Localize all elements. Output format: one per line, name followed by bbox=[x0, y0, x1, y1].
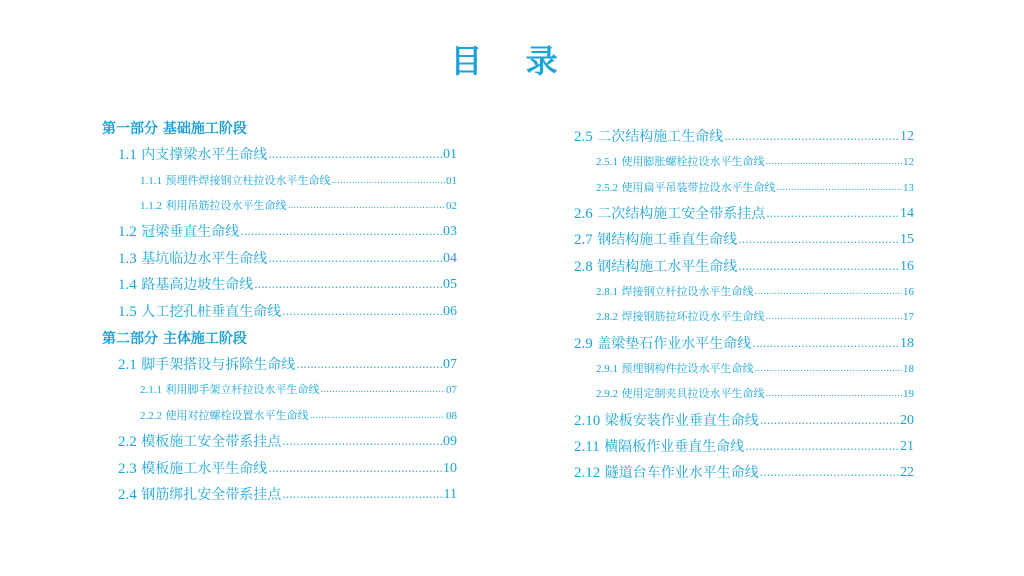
toc-entry-label bbox=[140, 379, 320, 404]
toc-entry-text: 预埋钢构件拉设水平生命线 bbox=[621, 362, 754, 376]
toc-entry-text: 梁板安装作业垂直生命线 bbox=[604, 412, 759, 429]
toc-section-heading[interactable] bbox=[102, 116, 457, 142]
toc-entry-number: 2.5.1 bbox=[596, 156, 618, 169]
toc-page-number: 04 bbox=[443, 250, 457, 266]
toc-entry-text: 二次结构施工生命线 bbox=[597, 129, 724, 145]
toc-entry-text: 脚手架搭设与拆除生命线 bbox=[141, 356, 296, 373]
toc-leader-dots bbox=[755, 357, 903, 382]
toc-entry-text: 第二部分 主体施工阶段 bbox=[102, 330, 247, 347]
toc-entry-number: 1.2 bbox=[118, 224, 137, 241]
toc-page-number: 10 bbox=[443, 460, 457, 476]
toc-leader-dots bbox=[282, 429, 442, 456]
toc-entry[interactable] bbox=[102, 404, 457, 429]
toc-entry[interactable] bbox=[574, 150, 914, 175]
toc-entry-label bbox=[118, 429, 281, 456]
toc-leader-dots bbox=[766, 305, 903, 330]
toc-entry-number: 2.9.1 bbox=[596, 363, 618, 376]
toc-entry-number: 2.7 bbox=[574, 232, 593, 249]
toc-entry-text: 二次结构施工安全带系挂点 bbox=[597, 206, 766, 223]
toc-entry[interactable] bbox=[102, 379, 457, 404]
toc-entry-text: 利用吊筋拉设水平生命线 bbox=[165, 198, 287, 212]
toc-entry-number: 2.2 bbox=[118, 433, 137, 450]
page-title: 目 录 bbox=[450, 42, 574, 80]
toc-entry[interactable] bbox=[102, 219, 457, 246]
toc-page-number: 19 bbox=[903, 388, 914, 401]
toc-entry-label bbox=[118, 219, 239, 246]
toc-entry-text: 钢结构施工垂直生命线 bbox=[597, 232, 738, 249]
toc-entry[interactable] bbox=[574, 434, 914, 460]
toc-leader-dots bbox=[766, 201, 899, 227]
toc-entry-text: 第一部分 基础施工阶段 bbox=[102, 121, 247, 137]
toc-entry-number: 2.9.2 bbox=[596, 388, 618, 401]
toc-page-number: 07 bbox=[443, 356, 457, 372]
toc-entry[interactable] bbox=[102, 429, 457, 456]
toc-page-number: 01 bbox=[443, 146, 457, 162]
toc-leader-dots bbox=[752, 331, 899, 357]
toc-leader-dots bbox=[777, 176, 903, 201]
toc-entry-number: 1.1.2 bbox=[140, 199, 162, 212]
toc-entry-number: 2.12 bbox=[574, 465, 601, 482]
toc-leader-dots bbox=[745, 434, 899, 460]
toc-entry-label bbox=[574, 201, 765, 227]
toc-entry[interactable] bbox=[574, 124, 914, 150]
toc-entry[interactable] bbox=[102, 299, 457, 326]
toc-entry-label bbox=[596, 176, 776, 201]
toc-page-number: 16 bbox=[903, 285, 914, 298]
toc-entry-text: 模板施工水平生命线 bbox=[141, 460, 268, 477]
toc-entry-text: 使用对拉螺栓设置水平生命线 bbox=[165, 408, 309, 422]
toc-leader-dots bbox=[321, 379, 446, 404]
toc-entry[interactable] bbox=[574, 331, 914, 357]
toc-entry-number: 2.5 bbox=[574, 129, 593, 145]
toc-entry[interactable] bbox=[574, 305, 914, 330]
toc-entry-label bbox=[140, 169, 331, 194]
toc-leader-dots bbox=[288, 194, 446, 219]
toc-entry[interactable] bbox=[574, 176, 914, 201]
toc-leader-dots bbox=[332, 169, 446, 194]
toc-entry-number: 2.1 bbox=[118, 356, 137, 373]
toc-entry-number: 2.10 bbox=[574, 412, 601, 429]
toc-entry-number: 1.1.1 bbox=[140, 174, 162, 187]
toc-page-number: 09 bbox=[443, 433, 457, 449]
toc-entry-text: 焊接钢立杆拉设水平生命线 bbox=[621, 284, 754, 298]
toc-entry-label bbox=[596, 305, 765, 330]
toc-entry-label bbox=[574, 331, 751, 357]
toc-leader-dots bbox=[296, 352, 442, 379]
toc-entry[interactable] bbox=[574, 460, 914, 486]
toc-entry-number: 2.11 bbox=[574, 439, 600, 456]
toc-entry-number: 1.4 bbox=[118, 277, 137, 294]
toc-page-number: 14 bbox=[900, 206, 914, 222]
toc-page-number: 13 bbox=[903, 181, 914, 194]
toc-entry-label bbox=[118, 456, 267, 483]
toc-left-column bbox=[102, 116, 457, 509]
toc-page-number: 18 bbox=[900, 335, 914, 351]
toc-entry-label bbox=[596, 357, 754, 382]
toc-entry-label bbox=[118, 299, 281, 326]
toc-page-number: 11 bbox=[443, 487, 457, 503]
toc-leader-dots bbox=[738, 254, 899, 280]
toc-entry-label bbox=[574, 460, 759, 486]
toc-right-column bbox=[574, 124, 914, 487]
toc-entry-number: 2.4 bbox=[118, 487, 137, 504]
toc-leader-dots bbox=[766, 150, 903, 175]
toc-entry-number: 2.6 bbox=[574, 206, 593, 223]
toc-leader-dots bbox=[268, 142, 442, 169]
toc-leader-dots bbox=[738, 227, 899, 253]
toc-leader-dots bbox=[240, 219, 442, 246]
toc-entry[interactable] bbox=[102, 169, 457, 194]
toc-leader-dots bbox=[282, 299, 442, 326]
toc-entry-label bbox=[118, 352, 295, 379]
toc-entry-text: 基坑临边水平生命线 bbox=[141, 250, 268, 267]
toc-entry[interactable] bbox=[102, 352, 457, 379]
toc-entry-text: 冠梁垂直生命线 bbox=[141, 224, 240, 241]
toc-entry-number: 1.1 bbox=[118, 146, 137, 163]
toc-entry-number: 2.8.1 bbox=[596, 285, 618, 298]
toc-page-number: 21 bbox=[900, 439, 914, 455]
toc-entry-number: 2.3 bbox=[118, 460, 137, 477]
toc-entry[interactable] bbox=[102, 272, 457, 299]
toc-entry-text: 盖梁垫石作业水平生命线 bbox=[597, 335, 752, 352]
toc-entry[interactable] bbox=[574, 254, 914, 280]
toc-entry-text: 横隔板作业垂直生命线 bbox=[604, 439, 745, 456]
toc-entry[interactable] bbox=[574, 280, 914, 305]
toc-entry-label bbox=[574, 227, 737, 253]
toc-entry[interactable] bbox=[102, 142, 457, 169]
toc-entry-label bbox=[596, 280, 754, 305]
toc-entry-number: 2.1.1 bbox=[140, 384, 162, 397]
toc-entry-text: 使用定制夹具拉设水平生命线 bbox=[621, 387, 765, 401]
toc-page-number: 06 bbox=[443, 304, 457, 320]
toc-section-heading[interactable] bbox=[102, 326, 457, 352]
toc-page-number: 17 bbox=[903, 311, 914, 324]
toc-page-number: 01 bbox=[446, 174, 457, 187]
toc-entry-text: 钢筋绑扎安全带系挂点 bbox=[141, 487, 282, 504]
toc-entry[interactable] bbox=[574, 357, 914, 382]
toc-entry-number: 1.3 bbox=[118, 250, 137, 267]
toc-page-number: 16 bbox=[900, 258, 914, 274]
toc-entry[interactable] bbox=[102, 246, 457, 273]
toc-entry-label bbox=[596, 150, 765, 175]
toc-entry-label bbox=[118, 482, 281, 509]
toc-entry-label bbox=[574, 254, 737, 280]
toc-entry-label bbox=[118, 142, 267, 169]
toc-entry-label bbox=[102, 326, 247, 352]
toc-entry[interactable] bbox=[574, 408, 914, 434]
toc-page-number: 18 bbox=[903, 363, 914, 376]
toc-entry-text: 使用膨胀螺栓拉设水平生命线 bbox=[621, 155, 765, 169]
toc-leader-dots bbox=[310, 404, 446, 429]
toc-entry-text: 使用扁平吊装带拉设水平生命线 bbox=[621, 180, 776, 194]
toc-entry-text: 利用脚手架立杆拉设水平生命线 bbox=[165, 383, 320, 397]
toc-leader-dots bbox=[755, 280, 903, 305]
toc-leader-dots bbox=[724, 124, 899, 150]
toc-page-number: 15 bbox=[900, 232, 914, 248]
toc-entry-text: 内支撑梁水平生命线 bbox=[141, 146, 268, 163]
toc-page-number: 07 bbox=[446, 384, 457, 397]
toc-entry[interactable] bbox=[102, 456, 457, 483]
toc-entry-text: 隧道台车作业水平生命线 bbox=[604, 465, 759, 482]
toc-entry-text: 焊接钢筋拉环拉设水平生命线 bbox=[621, 310, 765, 324]
toc-entry-text: 路基高边坡生命线 bbox=[141, 277, 254, 294]
toc-entry-label bbox=[574, 124, 723, 150]
toc-leader-dots bbox=[254, 272, 442, 299]
toc-entry[interactable] bbox=[574, 227, 914, 253]
toc-page-number: 03 bbox=[443, 224, 457, 240]
toc-entry-label bbox=[118, 272, 253, 299]
toc-page-number: 02 bbox=[446, 199, 457, 212]
toc-entry[interactable] bbox=[574, 382, 914, 407]
toc-entry-label bbox=[574, 408, 759, 434]
toc-entry-text: 预埋件焊接钢立柱拉设水平生命线 bbox=[165, 173, 331, 187]
toc-entry-number: 2.2.2 bbox=[140, 409, 162, 422]
toc-entry-number: 2.8 bbox=[574, 258, 593, 275]
toc-page-number: 12 bbox=[900, 129, 914, 144]
toc-entry[interactable] bbox=[102, 482, 457, 509]
toc-page-number: 12 bbox=[903, 156, 914, 169]
toc-leader-dots bbox=[760, 408, 899, 434]
toc-page-number: 20 bbox=[900, 412, 914, 428]
toc-entry[interactable] bbox=[574, 201, 914, 227]
toc-entry[interactable] bbox=[102, 194, 457, 219]
toc-entry-label bbox=[118, 246, 267, 273]
toc-entry-label bbox=[140, 194, 287, 219]
toc-entry-text: 模板施工安全带系挂点 bbox=[141, 433, 282, 450]
toc-leader-dots bbox=[766, 382, 903, 407]
toc-page-number: 05 bbox=[443, 277, 457, 293]
toc-page-number: 22 bbox=[900, 465, 914, 481]
toc-entry-text: 钢结构施工水平生命线 bbox=[597, 258, 738, 275]
toc-entry-label bbox=[596, 382, 765, 407]
toc-leader-dots bbox=[268, 246, 442, 273]
toc-entry-number: 2.9 bbox=[574, 335, 593, 352]
toc-entry-label bbox=[574, 434, 744, 460]
toc-entry-number: 1.5 bbox=[118, 304, 137, 321]
toc-entry-number: 2.8.2 bbox=[596, 311, 618, 324]
toc-entry-number: 2.5.2 bbox=[596, 181, 618, 194]
toc-entry-label bbox=[102, 116, 247, 142]
toc-leader-dots bbox=[268, 456, 442, 483]
toc-leader-dots bbox=[760, 460, 899, 486]
toc-entry-text: 人工挖孔桩垂直生命线 bbox=[141, 304, 282, 321]
toc-entry-label bbox=[140, 404, 309, 429]
toc-page-number: 08 bbox=[446, 409, 457, 422]
toc-leader-dots bbox=[282, 482, 442, 509]
